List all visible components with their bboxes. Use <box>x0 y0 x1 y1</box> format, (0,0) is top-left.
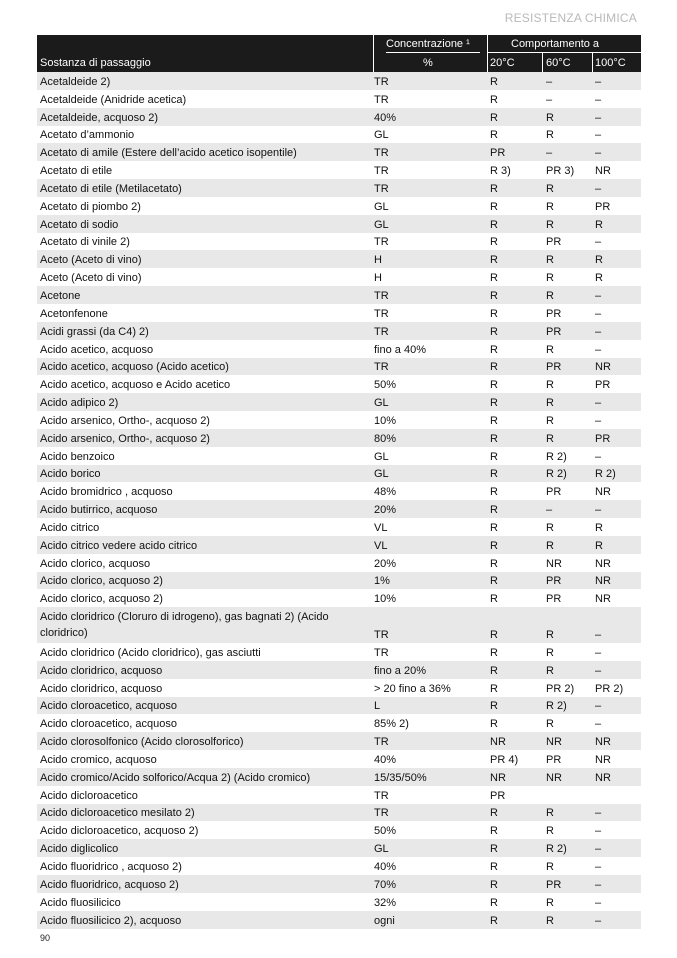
value-100c: – <box>595 93 602 106</box>
value-100c: – <box>595 414 602 427</box>
table-row <box>37 750 641 768</box>
substance-cell: Acido acetico, acquoso <box>40 343 154 356</box>
value-60c: PR <box>546 307 562 320</box>
concentration-cell: 50% <box>374 379 397 392</box>
value-60c: – <box>546 504 553 517</box>
concentration-cell: TR <box>374 182 389 195</box>
table-row <box>37 215 641 233</box>
value-20c: R <box>490 325 498 338</box>
value-20c: R <box>490 75 498 88</box>
table-row <box>37 179 641 197</box>
concentration-cell: 40% <box>374 753 397 766</box>
concentration-cell: L <box>374 700 381 713</box>
concentration-cell: TR <box>374 361 389 374</box>
concentration-cell: GL <box>374 397 389 410</box>
value-20c: R <box>490 432 498 445</box>
value-100c: – <box>595 914 602 927</box>
substance-cell: Acido benzoico <box>40 450 115 463</box>
concentration-cell: 70% <box>374 878 397 891</box>
value-60c: R <box>546 343 554 356</box>
value-100c: – <box>595 718 602 731</box>
concentration-cell: 80% <box>374 432 397 445</box>
value-100c: – <box>595 629 602 641</box>
value-60c: R <box>546 629 554 641</box>
table-row <box>37 482 641 500</box>
value-20c: PR 4) <box>490 753 519 766</box>
value-20c: R <box>490 575 498 588</box>
value-100c: – <box>595 397 602 410</box>
table-row <box>37 375 641 393</box>
value-60c: – <box>546 147 553 160</box>
table-body <box>37 72 641 929</box>
value-20c: R <box>490 450 498 463</box>
concentration-cell: TR <box>374 307 389 320</box>
table-row <box>37 322 641 340</box>
value-20c: R <box>490 93 498 106</box>
value-60c: PR <box>546 486 562 499</box>
value-20c: R <box>490 111 498 124</box>
substance-cell: Acidi grassi (da C4) 2) <box>40 325 149 338</box>
value-20c: R <box>490 343 498 356</box>
concentration-cell: H <box>374 272 382 285</box>
value-60c: PR <box>546 325 562 338</box>
value-20c: R <box>490 129 498 142</box>
value-60c: PR <box>546 236 562 249</box>
value-60c: NR <box>546 736 562 749</box>
value-20c: R <box>490 825 498 838</box>
substance-cell: Acido acetico, acquoso e Acido acetico <box>40 379 231 392</box>
concentration-cell: TR <box>374 789 389 802</box>
concentration-cell: TR <box>374 646 389 659</box>
value-20c: R <box>490 664 498 677</box>
table-row <box>37 126 641 144</box>
substance-cell: Acido cromico, acquoso <box>40 753 157 766</box>
value-60c: R <box>546 807 554 820</box>
header-substance: Sostanza di passaggio <box>40 57 151 69</box>
value-100c: – <box>595 147 602 160</box>
concentration-cell: H <box>374 254 382 267</box>
substance-cell: Acido arsenico, Ortho-, acquoso 2) <box>40 414 210 427</box>
substance-cell: Acido cloridrico (Acido cloridrico), gas asciutti <box>40 646 261 659</box>
substance-cell: Acido adipico 2) <box>40 397 119 410</box>
value-100c: – <box>595 825 602 838</box>
substance-cell: Acido cloroacetico, acquoso <box>40 700 177 713</box>
concentration-cell: TR <box>374 236 389 249</box>
table-row <box>37 679 641 697</box>
value-100c: NR <box>595 557 611 570</box>
value-60c: PR <box>546 361 562 374</box>
value-100c: NR <box>595 361 611 374</box>
value-100c: – <box>595 289 602 302</box>
value-20c: R <box>490 539 498 552</box>
substance-cell: Acetaldeide (Anidride acetica) <box>40 93 187 106</box>
value-60c: R <box>546 129 554 142</box>
value-60c: R 2) <box>546 843 567 856</box>
value-60c: PR 2) <box>546 682 575 695</box>
table-row <box>37 286 641 304</box>
concentration-cell: TR <box>374 807 389 820</box>
value-60c: PR <box>546 753 562 766</box>
table-row <box>37 786 641 804</box>
value-20c: R <box>490 361 498 374</box>
value-60c: – <box>546 75 553 88</box>
value-100c: R <box>595 254 603 267</box>
concentration-cell: GL <box>374 218 389 231</box>
value-20c: R <box>490 218 498 231</box>
substance-cell: Acido borico <box>40 468 101 481</box>
header-underline <box>386 52 480 53</box>
value-60c: R <box>546 379 554 392</box>
concentration-cell: 10% <box>374 593 397 606</box>
value-100c: – <box>595 182 602 195</box>
value-20c: R 3) <box>490 165 511 178</box>
table-row <box>37 857 641 875</box>
value-100c: – <box>595 325 602 338</box>
value-60c: R <box>546 414 554 427</box>
header-100c: 100°C <box>595 57 626 69</box>
table-row <box>37 589 641 607</box>
value-100c: – <box>595 75 602 88</box>
table-row <box>37 768 641 786</box>
table-row <box>37 875 641 893</box>
concentration-cell: VL <box>374 539 388 552</box>
substance-cell: Acido acetico, acquoso (Acido acetico) <box>40 361 229 374</box>
value-100c: – <box>595 450 602 463</box>
value-100c: NR <box>595 593 611 606</box>
table-row <box>37 911 641 929</box>
table-row <box>37 90 641 108</box>
table-row <box>37 358 641 376</box>
concentration-cell: TR <box>374 93 389 106</box>
value-20c: R <box>490 682 498 695</box>
table-row <box>37 411 641 429</box>
table-row <box>37 143 641 161</box>
concentration-cell: 85% 2) <box>374 718 409 731</box>
value-60c: R <box>546 914 554 927</box>
value-100c: – <box>595 664 602 677</box>
value-100c: R <box>595 272 603 285</box>
concentration-cell: TR <box>374 736 389 749</box>
table-row <box>37 393 641 411</box>
substance-cell: Acetato di sodio <box>40 218 119 231</box>
value-60c: R <box>546 397 554 410</box>
value-100c: – <box>595 878 602 891</box>
substance-cell: Acido fluoridrico, acquoso 2) <box>40 878 179 891</box>
substance-cell: Acido dicloroacetico, acquoso 2) <box>40 825 199 838</box>
value-100c: – <box>595 700 602 713</box>
value-60c: R <box>546 860 554 873</box>
substance-cell: Acido dicloroacetico <box>40 789 138 802</box>
concentration-cell: TR <box>374 147 389 160</box>
value-100c: – <box>595 896 602 909</box>
concentration-cell: > 20 fino a 36% <box>374 682 451 695</box>
concentration-cell: fino a 20% <box>374 664 426 677</box>
table-row <box>37 697 641 715</box>
value-100c: NR <box>595 753 611 766</box>
table-row <box>37 304 641 322</box>
header-divider <box>487 35 488 72</box>
value-60c: NR <box>546 557 562 570</box>
value-100c: PR 2) <box>595 682 624 695</box>
table-row <box>37 661 641 679</box>
value-100c: NR <box>595 486 611 499</box>
substance-cell: Acido arsenico, Ortho-, acquoso 2) <box>40 432 210 445</box>
value-20c: R <box>490 914 498 927</box>
concentration-cell: TR <box>374 325 389 338</box>
concentration-cell: 40% <box>374 111 397 124</box>
concentration-cell: TR <box>374 75 389 88</box>
substance-cell: Acetato di amile (Estere dell’acido acetico isopentile) <box>40 147 297 160</box>
value-60c: R <box>546 825 554 838</box>
value-60c: PR <box>546 593 562 606</box>
value-100c: – <box>595 343 602 356</box>
substance-cell: Aceto (Aceto di vino) <box>40 272 142 285</box>
value-100c: R 2) <box>595 468 616 481</box>
substance-cell: Acido citrico <box>40 521 100 534</box>
value-20c: R <box>490 843 498 856</box>
substance-cell: Acido fluoridrico , acquoso 2) <box>40 860 182 873</box>
value-20c: R <box>490 557 498 570</box>
header-20c: 20°C <box>490 57 515 69</box>
value-20c: PR <box>490 789 506 802</box>
table-row <box>37 536 641 554</box>
substance-cell: Acido fluosilicico 2), acquoso <box>40 914 182 927</box>
concentration-cell: VL <box>374 521 388 534</box>
header-behavior: Comportamento a <box>511 38 600 50</box>
value-60c: R <box>546 272 554 285</box>
value-20c: R <box>490 878 498 891</box>
value-60c: R <box>546 182 554 195</box>
table-row <box>37 607 641 643</box>
value-60c: R <box>546 111 554 124</box>
value-60c: R 2) <box>546 450 567 463</box>
chemical-resistance-table <box>37 35 641 929</box>
section-title: RESISTENZA CHIMICA <box>504 11 637 25</box>
value-20c: R <box>490 718 498 731</box>
substance-cell: Acetato di etile <box>40 165 113 178</box>
substance-cell: Acido clorico, acquoso 2) <box>40 575 163 588</box>
value-20c: R <box>490 521 498 534</box>
concentration-cell: 20% <box>374 504 397 517</box>
value-20c: R <box>490 289 498 302</box>
concentration-cell: GL <box>374 843 389 856</box>
header-divider <box>592 53 593 72</box>
header-concentration-unit: % <box>423 57 433 69</box>
header-concentration: Concentrazione ¹ <box>386 38 470 50</box>
value-100c: PR <box>595 200 611 213</box>
value-60c: – <box>546 93 553 106</box>
value-100c: – <box>595 646 602 659</box>
value-20c: R <box>490 182 498 195</box>
concentration-cell: 50% <box>374 825 397 838</box>
value-20c: R <box>490 646 498 659</box>
table-row <box>37 429 641 447</box>
value-20c: R <box>490 629 498 641</box>
substance-cell: Acido diglicolico <box>40 843 119 856</box>
value-20c: R <box>490 397 498 410</box>
substance-cell: Acido clorico, acquoso <box>40 557 151 570</box>
substance-cell: Acetato d’ammonio <box>40 129 135 142</box>
header-underline <box>487 52 641 53</box>
value-100c: – <box>595 860 602 873</box>
value-60c: PR <box>546 575 562 588</box>
concentration-cell: TR <box>374 289 389 302</box>
value-100c: NR <box>595 736 611 749</box>
table-row <box>37 108 641 126</box>
value-20c: PR <box>490 147 506 160</box>
value-20c: R <box>490 860 498 873</box>
value-60c: R <box>546 432 554 445</box>
value-100c: R <box>595 539 603 552</box>
value-20c: R <box>490 414 498 427</box>
table-row <box>37 554 641 572</box>
table-row <box>37 804 641 822</box>
table-row <box>37 161 641 179</box>
value-100c: – <box>595 843 602 856</box>
value-60c: R <box>546 289 554 302</box>
table-row <box>37 732 641 750</box>
substance-cell: Aceto (Aceto di vino) <box>40 254 142 267</box>
value-100c: – <box>595 236 602 249</box>
concentration-cell: ogni <box>374 914 395 927</box>
substance-cell: Acetato di vinile 2) <box>40 236 130 249</box>
substance-cell: Acetato di etile (Metilacetato) <box>40 182 182 195</box>
value-20c: R <box>490 272 498 285</box>
value-100c: R <box>595 218 603 231</box>
value-100c: – <box>595 807 602 820</box>
concentration-cell: 40% <box>374 860 397 873</box>
header-divider <box>373 35 374 72</box>
value-20c: NR <box>490 771 506 784</box>
concentration-cell: 32% <box>374 896 397 909</box>
value-60c: R 2) <box>546 700 567 713</box>
value-20c: R <box>490 807 498 820</box>
concentration-cell: GL <box>374 468 389 481</box>
header-divider <box>542 53 543 72</box>
value-60c: R <box>546 521 554 534</box>
concentration-cell: TR <box>374 629 389 641</box>
value-100c: NR <box>595 165 611 178</box>
substance-cell: Acetonfenone <box>40 307 108 320</box>
table-row <box>37 643 641 661</box>
concentration-cell: fino a 40% <box>374 343 426 356</box>
value-20c: R <box>490 896 498 909</box>
substance-cell: Acetone <box>40 289 81 302</box>
table-row <box>37 340 641 358</box>
substance-cell: Acido cloroacetico, acquoso <box>40 718 177 731</box>
table-row <box>37 893 641 911</box>
value-20c: NR <box>490 736 506 749</box>
value-100c: PR <box>595 379 611 392</box>
substance-cell: Acido butirrico, acquoso <box>40 504 158 517</box>
value-20c: R <box>490 468 498 481</box>
value-100c: – <box>595 307 602 320</box>
table-row <box>37 233 641 251</box>
value-20c: R <box>490 700 498 713</box>
value-20c: R <box>490 307 498 320</box>
value-60c: R <box>546 200 554 213</box>
concentration-cell: 1% <box>374 575 390 588</box>
value-60c: R <box>546 896 554 909</box>
concentration-cell: GL <box>374 129 389 142</box>
value-60c: PR <box>546 878 562 891</box>
substance-cell: Acido dicloroacetico mesilato 2) <box>40 807 195 820</box>
value-20c: R <box>490 486 498 499</box>
concentration-cell: GL <box>374 200 389 213</box>
substance-cell: Acido cloridrico (Cloruro di idrogeno), gas bagnati 2) (Acido cloridrico) <box>40 611 329 640</box>
value-100c: NR <box>595 575 611 588</box>
concentration-cell: TR <box>374 165 389 178</box>
value-60c: R <box>546 718 554 731</box>
substance-cell: Acido clorosolfonico (Acido clorosolforico) <box>40 736 244 749</box>
value-100c: R <box>595 521 603 534</box>
table-row <box>37 197 641 215</box>
substance-cell: Acido citrico vedere acido citrico <box>40 539 198 552</box>
table-header <box>37 35 641 72</box>
value-100c: PR <box>595 432 611 445</box>
substance-cell: Acido fluosilicico <box>40 896 121 909</box>
value-100c: – <box>595 111 602 124</box>
table-row <box>37 839 641 857</box>
value-20c: R <box>490 236 498 249</box>
page-number: 90 <box>40 933 51 943</box>
concentration-cell: 48% <box>374 486 397 499</box>
value-100c: NR <box>595 771 611 784</box>
table-row <box>37 268 641 286</box>
value-100c: – <box>595 504 602 517</box>
value-60c: R <box>546 539 554 552</box>
table-row <box>37 72 641 90</box>
value-20c: R <box>490 200 498 213</box>
value-60c: PR 3) <box>546 165 575 178</box>
value-100c: – <box>595 129 602 142</box>
value-20c: R <box>490 593 498 606</box>
substance-cell: Acido cloridrico, acquoso <box>40 682 163 695</box>
table-row <box>37 465 641 483</box>
substance-cell: Acetato di piombo 2) <box>40 200 141 213</box>
value-20c: R <box>490 504 498 517</box>
header-60c: 60°C <box>546 57 571 69</box>
value-60c: R <box>546 664 554 677</box>
value-60c: R <box>546 646 554 659</box>
table-row <box>37 447 641 465</box>
table-row <box>37 518 641 536</box>
substance-cell: Acetaldeide, acquoso 2) <box>40 111 159 124</box>
substance-cell: Acido bromidrico , acquoso <box>40 486 173 499</box>
value-60c: R <box>546 254 554 267</box>
value-20c: R <box>490 379 498 392</box>
value-60c: NR <box>546 771 562 784</box>
concentration-cell: GL <box>374 450 389 463</box>
concentration-cell: 10% <box>374 414 397 427</box>
value-60c: R 2) <box>546 468 567 481</box>
substance-cell: Acido cromico/Acido solforico/Acqua 2) (Acido cromico) <box>40 771 311 784</box>
value-60c: R <box>546 218 554 231</box>
substance-cell: Acido clorico, acquoso 2) <box>40 593 163 606</box>
substance-cell: Acetaldeide 2) <box>40 75 111 88</box>
table-row <box>37 821 641 839</box>
substance-cell: Acido cloridrico, acquoso <box>40 664 163 677</box>
concentration-cell: 20% <box>374 557 397 570</box>
table-row <box>37 250 641 268</box>
value-20c: R <box>490 254 498 267</box>
concentration-cell: 15/35/50% <box>374 771 427 784</box>
table-row <box>37 714 641 732</box>
table-row <box>37 500 641 518</box>
table-row <box>37 572 641 590</box>
